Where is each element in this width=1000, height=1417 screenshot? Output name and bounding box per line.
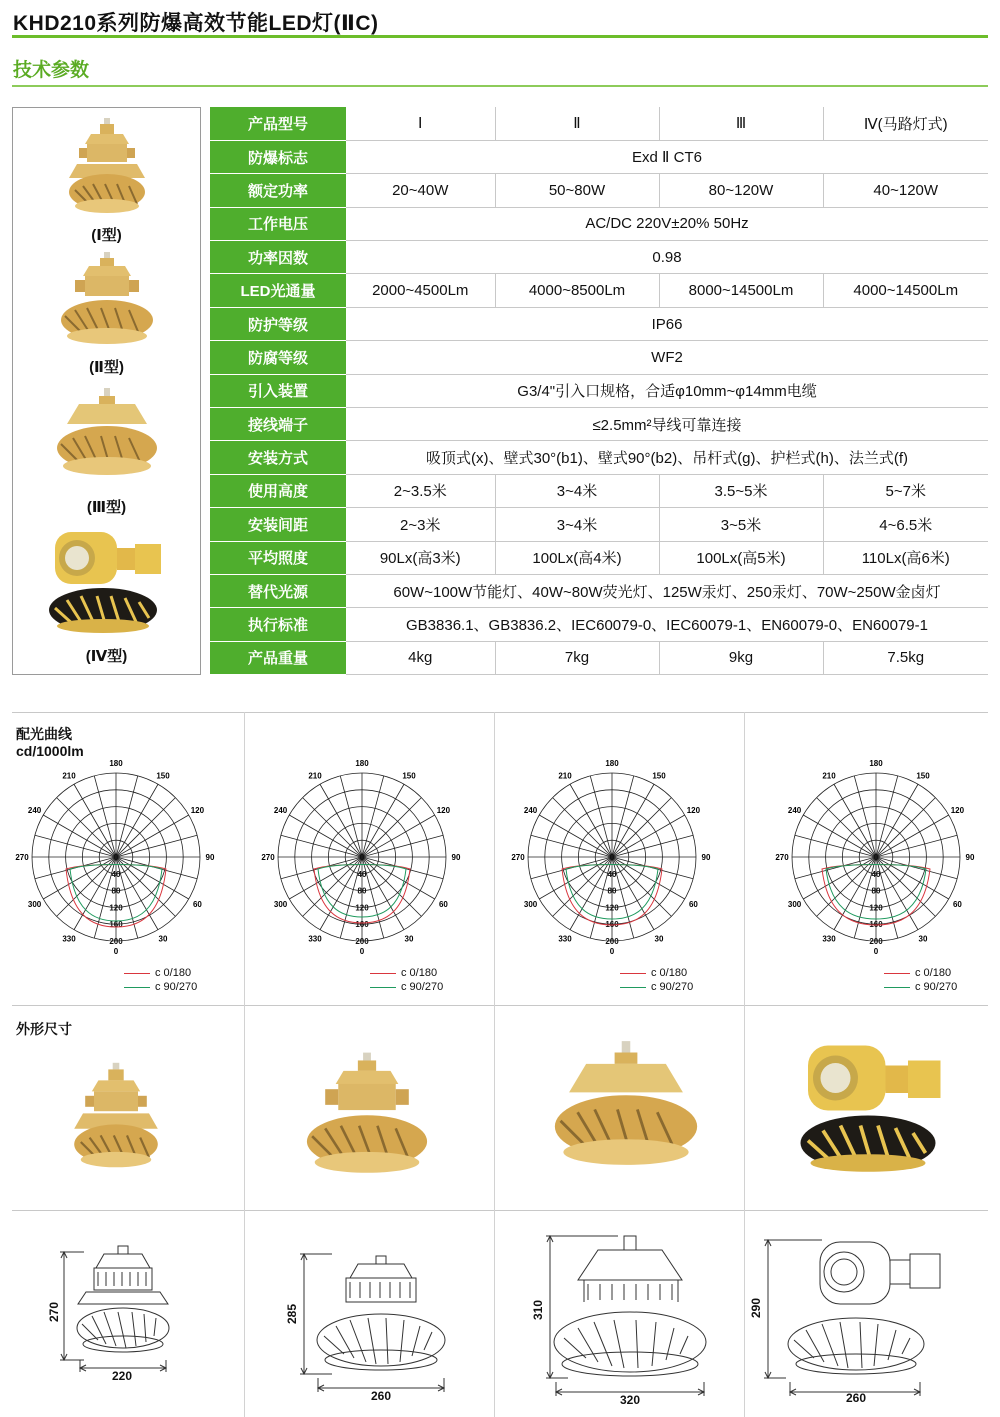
polar-radial-label: 200	[605, 937, 619, 946]
product-photo-type-4	[45, 526, 169, 638]
polar-angle-label: 150	[916, 771, 930, 781]
spec-cell: AC/DC 220V±20% 50Hz	[346, 207, 988, 240]
spec-cell: 3.5~5米	[659, 474, 823, 507]
polar-angle-label: 150	[652, 771, 666, 781]
spec-row-label: 额定功率	[210, 174, 346, 207]
dimension-photo-type-3	[552, 1038, 700, 1178]
spec-cell: 8000~14500Lm	[659, 274, 823, 307]
polar-legend	[620, 966, 693, 994]
spec-cell: Exd Ⅱ CT6	[346, 140, 988, 173]
dimension-drawing-type-1	[40, 1232, 220, 1382]
dimension-photo-type-1	[72, 1060, 160, 1180]
legend-label: c 0/180	[651, 967, 688, 979]
spec-cell: ≤2.5mm²导线可靠连接	[346, 408, 988, 441]
legend-swatch	[124, 987, 150, 988]
polar-radial-label: 0	[359, 853, 365, 862]
spec-row	[210, 541, 988, 574]
spec-cell: Ⅱ	[495, 107, 659, 140]
spec-cell: 4kg	[346, 641, 495, 674]
legend-swatch	[370, 973, 396, 974]
spec-row	[210, 207, 988, 240]
legend-swatch	[620, 987, 646, 988]
spec-cell: 4000~14500Lm	[823, 274, 988, 307]
polar-angle-label: 180	[605, 759, 619, 768]
polar-angle-label: 120	[686, 806, 701, 815]
legend-swatch	[370, 987, 396, 988]
polar-angle-label: 0	[873, 947, 879, 956]
spec-row	[210, 441, 988, 474]
polar-radial-label: 160	[355, 920, 369, 930]
legend-label: c 90/270	[651, 981, 694, 993]
dimension-drawing-type-2	[280, 1232, 480, 1402]
spec-row-label: 使用高度	[210, 474, 346, 507]
spec-row	[210, 641, 988, 674]
spec-row	[210, 140, 988, 173]
dimension-photo-type-4	[788, 1038, 958, 1178]
polar-radial-label: 0	[873, 853, 879, 862]
spec-row	[210, 274, 988, 307]
spec-cell: G3/4"引入口规格，合适φ10mm~φ14mm电缆	[346, 374, 988, 407]
polar-angle-label: 270	[511, 853, 525, 862]
polar-angle-label: 270	[775, 853, 789, 862]
polar-angle-label: 90	[701, 853, 711, 862]
spec-row-label: 防护等级	[210, 307, 346, 340]
spec-row-label: 防爆标志	[210, 140, 346, 173]
spec-row	[210, 608, 988, 641]
spec-cell: 60W~100W节能灯、40W~80W荧光灯、125W汞灯、250汞灯、70W~250W金卤灯	[346, 574, 988, 607]
spec-cell: 9kg	[659, 641, 823, 674]
spec-cell: WF2	[346, 341, 988, 374]
polar-angle-label: 120	[950, 806, 965, 815]
spec-row-label: 平均照度	[210, 541, 346, 574]
spec-cell: Ⅳ(马路灯式)	[823, 107, 988, 140]
legend-label: c 0/180	[401, 967, 438, 979]
product-photo-type-1	[67, 116, 147, 224]
polar-angle-label: 150	[402, 771, 416, 781]
spec-row	[210, 508, 988, 541]
polar-angle-label: 60	[438, 900, 448, 909]
spec-cell: 2000~4500Lm	[346, 274, 495, 307]
polar-radial-label: 160	[109, 920, 123, 930]
polar-angle-label: 240	[523, 806, 538, 815]
legend-entry	[370, 966, 443, 980]
legend-label: c 0/180	[155, 967, 192, 979]
section-title: 技术参数	[13, 60, 90, 81]
spec-row	[210, 107, 988, 140]
polar-angle-label: 300	[273, 900, 288, 909]
title-rule	[12, 35, 988, 38]
page-title: KHD210系列防爆高效节能LED灯(ⅡC)	[13, 12, 379, 35]
polar-angle-label: 30	[404, 934, 414, 944]
spec-cell: 100Lx(高4米)	[495, 541, 659, 574]
polar-angle-label: 90	[965, 853, 975, 862]
product-photo-column	[12, 107, 201, 675]
polar-radial-label: 40	[111, 869, 121, 879]
spec-cell: 100Lx(高5米)	[659, 541, 823, 574]
spec-row	[210, 574, 988, 607]
column-divider	[744, 712, 745, 1417]
spec-cell: 5~7米	[823, 474, 988, 507]
polar-radial-label: 0	[609, 853, 615, 862]
spec-row-label: 引入装置	[210, 374, 346, 407]
legend-entry	[620, 980, 693, 994]
polar-angle-label: 180	[109, 759, 123, 768]
polar-radial-label: 40	[607, 869, 617, 879]
polar-radial-label: 0	[113, 853, 119, 862]
polar-radial-label: 80	[111, 886, 121, 896]
spec-cell: 吸顶式(x)、壁式30°(b1)、壁式90°(b2)、吊杆式(g)、护栏式(h)、法兰式(f)	[346, 441, 988, 474]
polar-radial-label: 200	[109, 937, 123, 946]
spec-cell: 4~6.5米	[823, 508, 988, 541]
legend-swatch	[884, 987, 910, 988]
polar-radial-label: 40	[871, 869, 881, 879]
spec-row	[210, 307, 988, 340]
spec-row-label: 替代光源	[210, 574, 346, 607]
polar-angle-label: 90	[205, 853, 215, 862]
polar-radial-label: 160	[869, 920, 883, 930]
legend-swatch	[124, 973, 150, 974]
polar-angle-label: 60	[952, 900, 962, 909]
polar-angle-label: 330	[822, 934, 836, 944]
polar-angle-label: 180	[355, 759, 369, 768]
spec-cell: IP66	[346, 307, 988, 340]
legend-entry	[124, 980, 197, 994]
spec-cell: 2~3.5米	[346, 474, 495, 507]
spec-row-label: 接线端子	[210, 408, 346, 441]
polar-angle-label: 120	[436, 806, 451, 815]
polar-angle-label: 240	[787, 806, 802, 815]
spec-row-label: 功率因数	[210, 241, 346, 274]
spec-row	[210, 474, 988, 507]
polar-radial-label: 200	[355, 937, 369, 946]
legend-entry	[884, 980, 957, 994]
spec-cell: 90Lx(高3米)	[346, 541, 495, 574]
section-divider	[12, 1210, 988, 1211]
polar-angle-label: 240	[273, 806, 288, 815]
polar-angle-label: 180	[869, 759, 883, 768]
section-divider	[12, 712, 988, 713]
legend-entry	[620, 966, 693, 980]
spec-row-label: 产品型号	[210, 107, 346, 140]
spec-cell: 3~4米	[495, 508, 659, 541]
dimensions-title: 外形尺寸	[16, 1021, 72, 1037]
dimension-drawing-type-4	[746, 1232, 966, 1406]
dim-height-type-4: 290	[749, 1297, 763, 1319]
polar-angle-label: 210	[558, 771, 572, 781]
photo-label-type-1: (Ⅰ型)	[91, 227, 122, 244]
spec-row-label: 安装方式	[210, 441, 346, 474]
spec-row	[210, 408, 988, 441]
photo-label-type-3: (Ⅲ型)	[86, 499, 127, 516]
spec-cell: 4000~8500Lm	[495, 274, 659, 307]
polar-radial-label: 200	[869, 937, 883, 946]
dim-width-type-1: 220	[111, 1369, 133, 1383]
spec-row-label: 产品重量	[210, 641, 346, 674]
dim-width-type-2: 260	[370, 1389, 392, 1403]
polar-angle-label: 300	[523, 900, 538, 909]
polar-angle-label: 60	[688, 900, 698, 909]
spec-cell: 3~5米	[659, 508, 823, 541]
spec-row-label: 安装间距	[210, 508, 346, 541]
polar-radial-label: 80	[607, 886, 617, 896]
polar-angle-label: 270	[15, 853, 29, 862]
polar-radial-label: 120	[869, 903, 883, 913]
legend-entry	[124, 966, 197, 980]
polar-legend	[884, 966, 957, 994]
spec-row-label: 工作电压	[210, 207, 346, 240]
spec-cell: 50~80W	[495, 174, 659, 207]
polar-radial-label: 120	[355, 903, 369, 913]
polar-diagram	[252, 759, 472, 956]
polar-radial-label: 160	[605, 920, 619, 930]
section-rule	[12, 85, 988, 87]
polar-angle-label: 0	[359, 947, 365, 956]
polar-angle-label: 270	[261, 853, 275, 862]
polar-radial-label: 120	[605, 903, 619, 913]
dimension-drawing-type-3	[528, 1232, 738, 1406]
polar-angle-label: 300	[27, 900, 42, 909]
polar-angle-label: 30	[918, 934, 928, 944]
polar-angle-label: 330	[308, 934, 322, 944]
legend-swatch	[620, 973, 646, 974]
polar-angle-label: 30	[158, 934, 168, 944]
legend-entry	[884, 966, 957, 980]
column-divider	[494, 712, 495, 1417]
spec-cell: 0.98	[346, 241, 988, 274]
spec-cell: 20~40W	[346, 174, 495, 207]
spec-row	[210, 174, 988, 207]
spec-row-label: 执行标准	[210, 608, 346, 641]
spec-row	[210, 241, 988, 274]
dim-height-type-2: 285	[285, 1303, 299, 1325]
legend-swatch	[884, 973, 910, 974]
dim-height-type-1: 270	[47, 1301, 61, 1323]
dim-height-type-3: 310	[531, 1299, 545, 1321]
polar-radial-label: 80	[357, 886, 367, 896]
legend-label: c 0/180	[915, 967, 952, 979]
spec-row-label: 防腐等级	[210, 341, 346, 374]
spec-row	[210, 374, 988, 407]
spec-cell: 80~120W	[659, 174, 823, 207]
photo-label-type-2: (Ⅱ型)	[89, 359, 124, 376]
section-divider	[12, 1005, 988, 1006]
spec-cell: 2~3米	[346, 508, 495, 541]
light-curve-unit: cd/1000lm	[16, 743, 84, 759]
polar-angle-label: 210	[62, 771, 76, 781]
legend-label: c 90/270	[915, 981, 958, 993]
polar-diagram	[502, 759, 722, 956]
polar-radial-label: 80	[871, 886, 881, 896]
spec-cell: GB3836.1、GB3836.2、IEC60079-0、IEC60079-1、EN60079-0、EN60079-1	[346, 608, 988, 641]
spec-row-label: LED光通量	[210, 274, 346, 307]
polar-diagram	[6, 759, 226, 956]
product-photo-type-2	[59, 250, 155, 348]
polar-angle-label: 150	[156, 771, 170, 781]
spec-cell: 7.5kg	[823, 641, 988, 674]
legend-label: c 90/270	[155, 981, 198, 993]
spec-cell: 110Lx(高6米)	[823, 541, 988, 574]
spec-cell: 3~4米	[495, 474, 659, 507]
dim-width-type-3: 320	[619, 1393, 641, 1407]
legend-label: c 90/270	[401, 981, 444, 993]
polar-radial-label: 40	[357, 869, 367, 879]
dim-width-type-4: 260	[845, 1391, 867, 1405]
polar-angle-label: 330	[62, 934, 76, 944]
legend-entry	[370, 980, 443, 994]
polar-angle-label: 90	[451, 853, 461, 862]
polar-radial-label: 120	[109, 903, 123, 913]
dimension-photo-type-2	[302, 1050, 432, 1178]
polar-angle-label: 0	[609, 947, 615, 956]
spec-table	[210, 107, 988, 675]
polar-angle-label: 60	[192, 900, 202, 909]
polar-angle-label: 210	[822, 771, 836, 781]
polar-angle-label: 0	[113, 947, 119, 956]
product-photo-type-3	[55, 386, 159, 484]
polar-angle-label: 300	[787, 900, 802, 909]
polar-angle-label: 240	[27, 806, 42, 815]
light-curve-title	[16, 726, 84, 760]
spec-row	[210, 341, 988, 374]
polar-angle-label: 30	[654, 934, 664, 944]
light-curve-heading: 配光曲线	[16, 726, 72, 742]
spec-cell: Ⅰ	[346, 107, 495, 140]
polar-diagram	[766, 759, 986, 956]
spec-cell: 7kg	[495, 641, 659, 674]
column-divider	[244, 712, 245, 1417]
spec-cell: Ⅲ	[659, 107, 823, 140]
polar-legend	[124, 966, 197, 994]
polar-legend	[370, 966, 443, 994]
spec-cell: 40~120W	[823, 174, 988, 207]
polar-angle-label: 330	[558, 934, 572, 944]
photo-label-type-4: (Ⅳ型)	[85, 648, 128, 665]
polar-angle-label: 120	[190, 806, 205, 815]
polar-angle-label: 210	[308, 771, 322, 781]
